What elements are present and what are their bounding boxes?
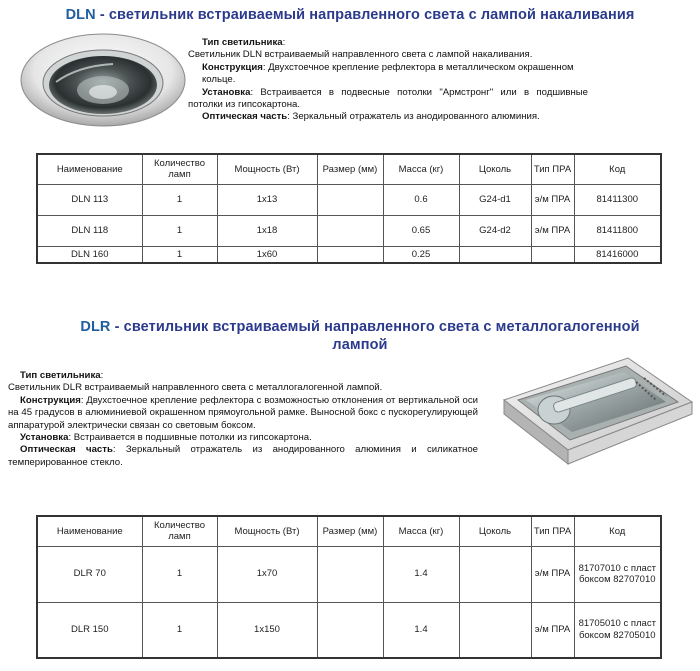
dln-spec-table [36,153,662,264]
cell-size [317,246,383,263]
dln-optics-label: Оптическая часть [202,111,288,123]
header-cell: Код [574,154,661,184]
cell-name: DLN 160 [37,246,142,263]
dln-description: Тип светильника: Светильник DLN встраиваемый направленного света с лампой накаливания. Конструкция: Двухстоечное крепление рефлектора в металлическом окрашенном кольце. Установка: Встраивается в подвесные потолки "Армстронг" или в подшивные потолки из гипсокартона. Оптическая часть: Зеркальный отражатель из анодированного алюминия. [188,37,588,123]
cell-pra: э/м ПРА [531,184,574,215]
cell-mass: 0.6 [383,184,459,215]
cell-mass: 1.4 [383,602,459,658]
header-cell: Размер (мм) [317,154,383,184]
cell-name: DLN 113 [37,184,142,215]
cell-qty: 1 [142,184,217,215]
header-cell: Код [574,516,661,546]
dlr-construction-value: : Двухстоечное крепление рефлектора с возможностью отклонения от вертикальной оси на 45 градусов в алюминиевой окрашенном прямоугольной рамке. Выносной бокс с пускорегулирующей аппаратурой электрически связан со световым боксом. [8,394,478,431]
cell-socket: G24-d1 [459,184,531,215]
dlr-optics-value: : Зеркальный отражатель из анодированного алюминия и силикатное темперированное стекло. [8,444,478,468]
dln-mount-label: Установка [202,86,251,98]
header-cell: Наименование [37,154,142,184]
dln-title [0,6,700,24]
dlr-header-row [37,516,661,546]
dln-type-value: Светильник DLN встраиваемый направленного света с лампой накаливания. [188,49,533,61]
table-row [37,602,661,658]
cell-qty: 1 [142,215,217,246]
dlr-description: Тип светильника: Светильник DLR встраиваемый направленного света с металлогалогенной лампой. Конструкция: Двухстоечное крепление рефлектора с возможностью отклонения от вертикальной оси на 45 градусов в алюминиевой окрашенном прямоугольной рамке. Выносной бокс с пускорегулирующей аппаратурой электрически связан со световым боксом. Установка: Встраивается в подшивные потолки из гипсокартона. Оптическая часть: Зеркальный отражатель из анодированного алюминия и силикатное темперированное стекло. [8,370,478,468]
cell-size [317,184,383,215]
cell-name: DLR 150 [37,602,142,658]
table-row [37,215,661,246]
cell-socket: G24-d2 [459,215,531,246]
cell-mass: 0.25 [383,246,459,263]
cell-code: 81411300 [574,184,661,215]
table-row [37,246,661,263]
dln-construction-value: : Двухстоечное крепление рефлектора в металлическом окрашенном кольце. [202,61,574,86]
dlr-construction-label: Конструкция [20,394,81,406]
dlr-mount-value: : Встраивается в подшивные потолки из гипсокартона. [68,432,312,444]
table-row [37,184,661,215]
dln-product-image [18,30,188,130]
header-cell: Масса (кг) [383,154,459,184]
dln-optics-value: : Зеркальный отражатель из анодированного алюминия. [287,111,540,123]
dlr-title-text-line2: лампой [332,337,388,353]
cell-socket [459,602,531,658]
dlr-title [40,318,680,354]
dln-header-row [37,154,661,184]
cell-name: DLR 70 [37,546,142,602]
dlr-spec-table [36,515,662,659]
cell-power: 1x18 [217,215,317,246]
header-cell: Мощность (Вт) [217,154,317,184]
table-row [37,546,661,602]
header-cell: Тип ПРА [531,516,574,546]
dln-construction-label: Конструкция [202,61,263,73]
cell-code: 81411800 [574,215,661,246]
header-cell: Тип ПРА [531,154,574,184]
header-cell: Масса (кг) [383,516,459,546]
dlr-title-text-line1: - светильник встраиваемый направленного света с металлогалогенной [110,319,640,335]
dlr-product-image [496,352,696,472]
dlr-optics-label: Оптическая часть [20,444,113,456]
cell-qty: 1 [142,546,217,602]
cell-socket [459,546,531,602]
header-cell: Количество ламп [142,154,217,184]
cell-size [317,602,383,658]
cell-pra [531,246,574,263]
header-cell: Цоколь [459,154,531,184]
cell-size [317,215,383,246]
header-cell: Размер (мм) [317,516,383,546]
header-cell: Количество ламп [142,516,217,546]
cell-mass: 0.65 [383,215,459,246]
dlr-mount-label: Установка [20,432,69,444]
cell-qty: 1 [142,602,217,658]
header-cell: Мощность (Вт) [217,516,317,546]
dln-type-label: Тип светильника [202,37,283,48]
dln-title-text: - светильник встраиваемый направленного света с лампой накаливания [95,7,635,23]
cell-socket [459,246,531,263]
cell-mass: 1.4 [383,546,459,602]
cell-power: 1x13 [217,184,317,215]
dlr-type-label: Тип светильника [20,370,101,381]
cell-power: 1x150 [217,602,317,658]
header-cell: Цоколь [459,516,531,546]
cell-code: 81705010 с пласт боксом 82705010 [574,602,661,658]
cell-power: 1x70 [217,546,317,602]
cell-pra: э/м ПРА [531,546,574,602]
dlr-type-value: Светильник DLR встраиваемый направленного света с металлогалогенной лампой. [8,382,383,394]
dln-title-code: DLN [65,7,96,23]
dlr-title-code: DLR [80,319,111,335]
cell-name: DLN 118 [37,215,142,246]
cell-size [317,546,383,602]
cell-code: 81416000 [574,246,661,263]
cell-power: 1x60 [217,246,317,263]
cell-qty: 1 [142,246,217,263]
cell-code: 81707010 с пласт боксом 82707010 [574,546,661,602]
cell-pra: э/м ПРА [531,215,574,246]
header-cell: Наименование [37,516,142,546]
cell-pra: э/м ПРА [531,602,574,658]
dln-mount-value: : Встраивается в подвесные потолки "Армстронг" или в подшивные потолки из гипсокартона. [188,86,588,111]
